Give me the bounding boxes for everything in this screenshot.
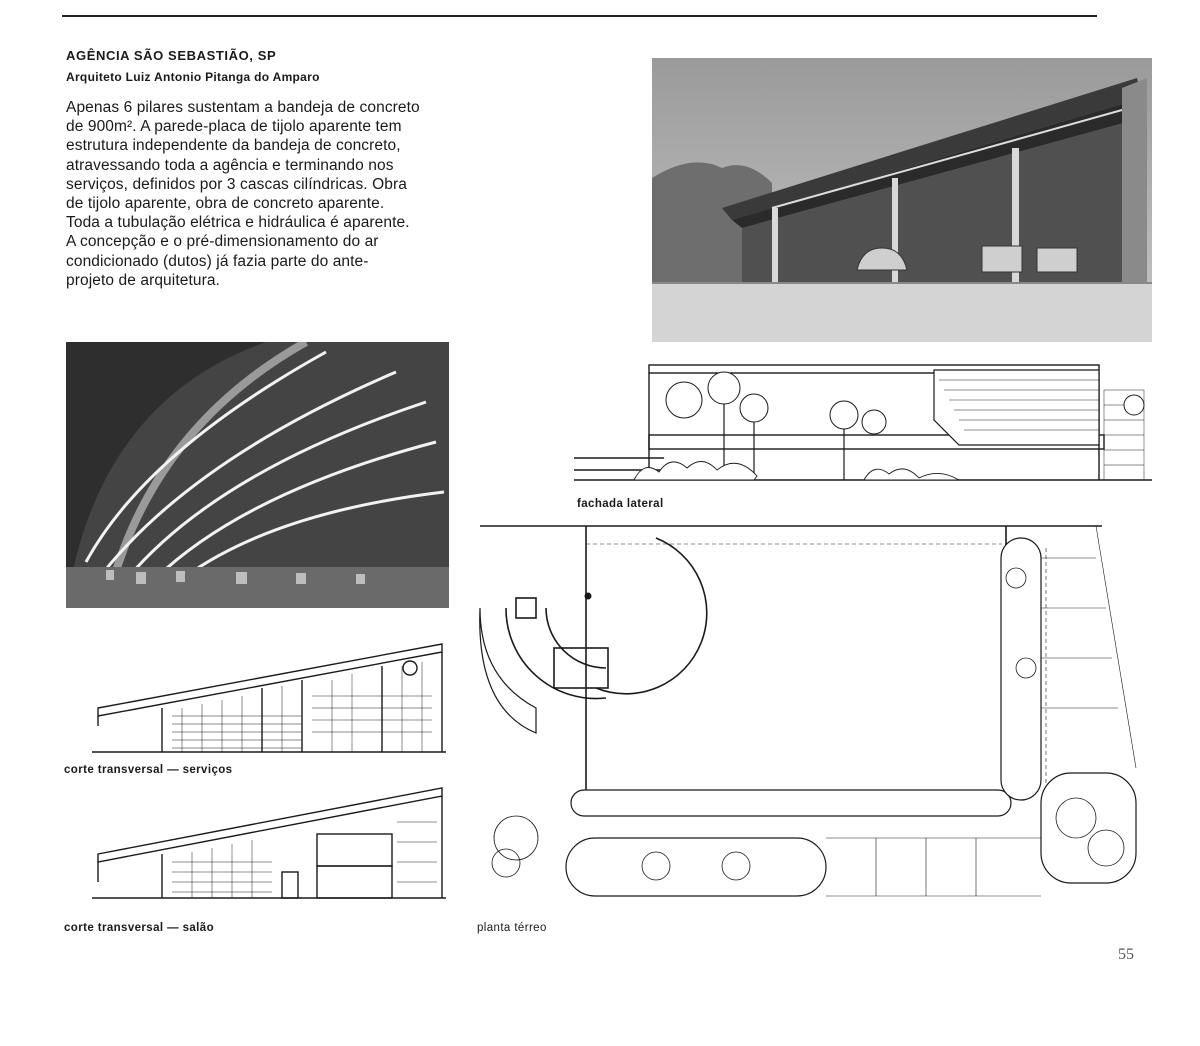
architect-credit: Arquiteto Luiz Antonio Pitanga do Amparo	[66, 70, 320, 84]
facade-drawing	[574, 360, 1152, 494]
text-line: A concepção e o pré-dimensionamento do ar	[66, 233, 379, 251]
text-line: condicionado (dutos) já fazia parte do ante-	[66, 252, 369, 270]
text-line: de 900m². A parede-placa de tijolo aparente tem	[66, 118, 402, 136]
page-title: AGÊNCIA SÃO SEBASTIÃO, SP	[66, 48, 277, 63]
interior-photo	[66, 342, 449, 608]
text-line: Apenas 6 pilares sustentam a bandeja de concreto	[66, 99, 420, 116]
text-line: Toda a tubulação elétrica e hidráulica é aparente.	[66, 214, 410, 232]
text-line: atravessando toda a agência e terminando nos	[66, 156, 394, 174]
text-line: de tijolo aparente, obra de concreto aparente.	[66, 195, 385, 213]
section-services-drawing	[92, 636, 446, 754]
caption-section-hall: corte transversal — salão	[64, 922, 214, 934]
section-hall-drawing	[92, 782, 446, 900]
caption-plan: planta térreo	[477, 922, 547, 934]
description-text	[66, 98, 486, 290]
caption-section-services: corte transversal — serviços	[64, 764, 233, 776]
text-line: estrutura independente da bandeja de concreto,	[66, 137, 401, 155]
exterior-photo	[652, 58, 1152, 342]
header-rule	[62, 15, 1097, 17]
floor-plan-drawing	[476, 518, 1152, 910]
caption-facade: fachada lateral	[577, 498, 664, 510]
page-number: 55	[1118, 946, 1134, 963]
text-line: serviços, definidos por 3 cascas cilíndricas. Obra	[66, 175, 407, 193]
text-line: projeto de arquitetura.	[66, 271, 220, 289]
